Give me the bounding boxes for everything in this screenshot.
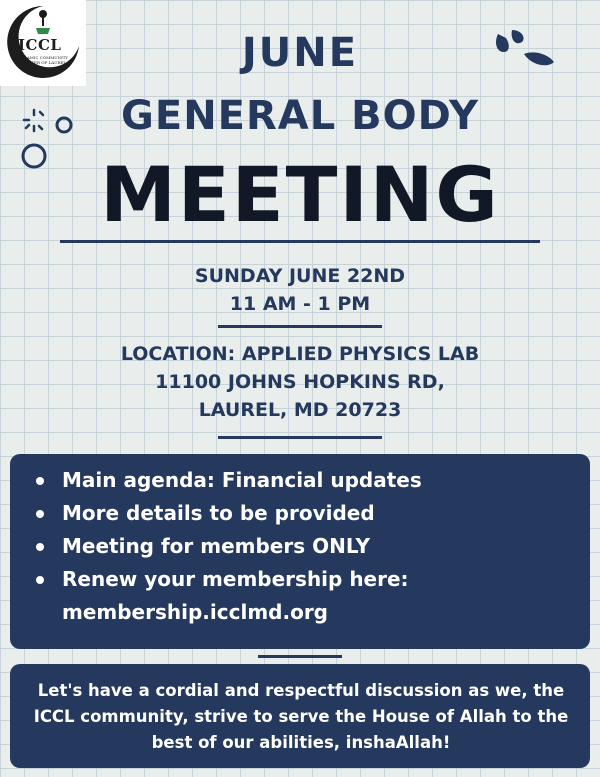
bullet-icon [36, 477, 44, 485]
agenda-item: More details to be provided [62, 497, 590, 530]
schedule [0, 262, 600, 318]
membership-link[interactable]: membership.icclmd.org [62, 600, 328, 624]
bullet-icon [36, 510, 44, 518]
logo-subtitle: ISLAMIC COMMUNITY CENTER OF LAUREL [19, 55, 69, 65]
agenda-item: Main agenda: Financial updates [62, 464, 590, 497]
divider-low [218, 436, 382, 439]
agenda-list [10, 454, 590, 629]
agenda-item: Renew your membership here: [62, 563, 590, 596]
agenda-item: Meeting for members ONLY [62, 530, 590, 563]
month-heading: JUNE [241, 30, 359, 76]
divider-mid [218, 325, 382, 328]
closing-message: Let's have a cordial and respectful discussion as we, the ICCL community, strive to serve the House of Allah to the best of our abilities, inshaAllah! [33, 681, 569, 752]
divider-top [60, 240, 540, 243]
general-body-heading: GENERAL BODY [121, 93, 479, 139]
logo-text: ICCL [18, 36, 62, 54]
location-line-3: LAUREL, MD 20723 [198, 399, 402, 421]
meeting-date: SUNDAY JUNE 22ND [194, 265, 406, 287]
location-line-2: 11100 JOHNS HOPKINS RD, [155, 371, 445, 393]
bullet-icon [36, 576, 44, 584]
agenda-panel [10, 454, 590, 649]
message-panel [10, 664, 590, 768]
meeting-heading: MEETING [100, 150, 500, 239]
location [0, 340, 600, 424]
location-line-1: LOCATION: APPLIED PHYSICS LAB [120, 343, 480, 365]
bullet-icon [36, 543, 44, 551]
divider-bottom [258, 655, 342, 658]
meeting-time: 11 AM - 1 PM [229, 293, 371, 315]
